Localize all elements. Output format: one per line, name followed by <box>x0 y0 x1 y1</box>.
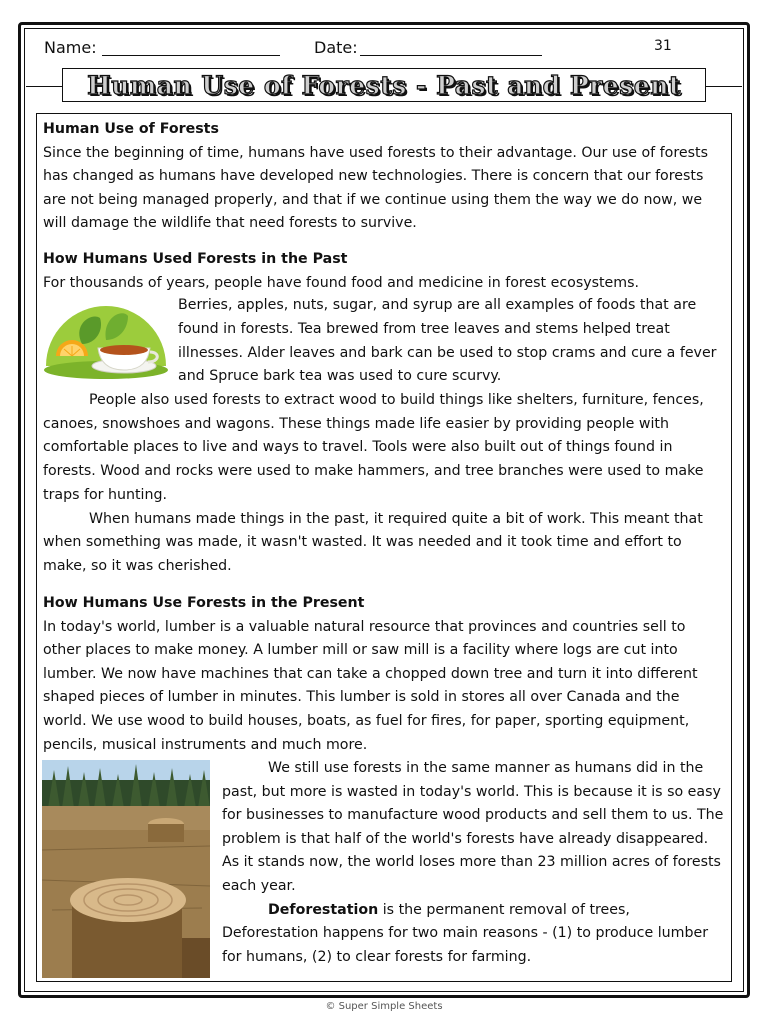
deforestation-term: Deforestation <box>268 901 379 918</box>
section-paragraph: We still use forests in the same manner as humans did in the past, but more is wasted in today's world. This is because it is so easy for businesses to manufacture wood products and sell them to us. The problem is that half of the world's forests have already disappeared. As it stands now, the world loses more than 23 million acres of forests each year. <box>222 760 724 894</box>
title-banner <box>62 68 706 102</box>
section-paragraph: Since the beginning of time, humans have used forests to their advantage. Our use of forests has changed as humans have developed new technologies. There is concern that our forests are not being managed properly, and that if we continue using them the way we do now, we will damage the wildlife that need forests to survive. <box>43 144 708 231</box>
section-human-use <box>43 118 725 236</box>
section-past <box>43 248 725 295</box>
worksheet-header <box>44 36 724 62</box>
footer-copyright: © Super Simple Sheets <box>325 1001 443 1012</box>
section-intro: For thousands of years, people have found food and medicine in forest ecosystems. <box>43 274 640 291</box>
date-label: Date: <box>314 38 358 57</box>
title-rule-right <box>704 86 742 87</box>
date-field[interactable] <box>360 55 542 56</box>
present-wrap-text <box>222 757 726 969</box>
section-heading: How Humans Use Forests in the Present <box>43 595 365 611</box>
section-paragraph: In today's world, lumber is a valuable natural resource that provinces and countries sell to other places to make money. A lumber mill or saw mill is a facility where logs are cut into lumber. We now have machines that can take a chopped down tree and turn it into different shaped pieces of lumber in minutes. This lumber is sold in stores all over Canada and the world. We use wood to build houses, boats, as fuel for fires, for paper, sporting equipment, pencils, musical instruments and much more. <box>43 618 698 753</box>
deforestation-definition: is the permanent removal of trees, Deforestation happens for two main reasons - (1) to produce lumber for humans, (2) to clear forests for farming. <box>222 901 709 965</box>
section-heading: How Humans Used Forests in the Past <box>43 251 348 267</box>
name-field[interactable] <box>102 55 280 56</box>
section-heading: Human Use of Forests <box>43 121 219 137</box>
section-paragraph: When humans made things in the past, it required quite a bit of work. This meant that when something was made, it wasn't wasted. It was needed and it took time and effort to make, so it was cherished. <box>43 510 703 574</box>
title-rule-left <box>26 86 64 87</box>
tea-cup-icon <box>42 304 170 386</box>
section-present <box>43 592 725 757</box>
past-wrap-paragraph: Berries, apples, nuts, sugar, and syrup are all examples of foods that are found in forests. Tea brewed from tree leaves and stems helped treat illnesses. Alder leaves and bark can be used to stop crams and cure a fever and Spruce bark tea was used to cure scurvy. <box>178 297 717 385</box>
name-label: Name: <box>44 38 97 57</box>
section-paragraph: People also used forests to extract wood to build things like shelters, furniture, fences, canoes, snowshoes and wagons. These things made life easier by providing people with comfortable places to live and ways to travel. Tools were also built out of things found in forests. Wood and rocks were used to make hammers, and tree branches were used to make traps for hunting. <box>43 392 704 503</box>
forest-stump-photo <box>42 760 210 978</box>
page-title: Human Use of Forests - Past and Present <box>87 70 681 100</box>
section-past-body <box>43 389 725 579</box>
page-number: 31 <box>654 38 672 54</box>
